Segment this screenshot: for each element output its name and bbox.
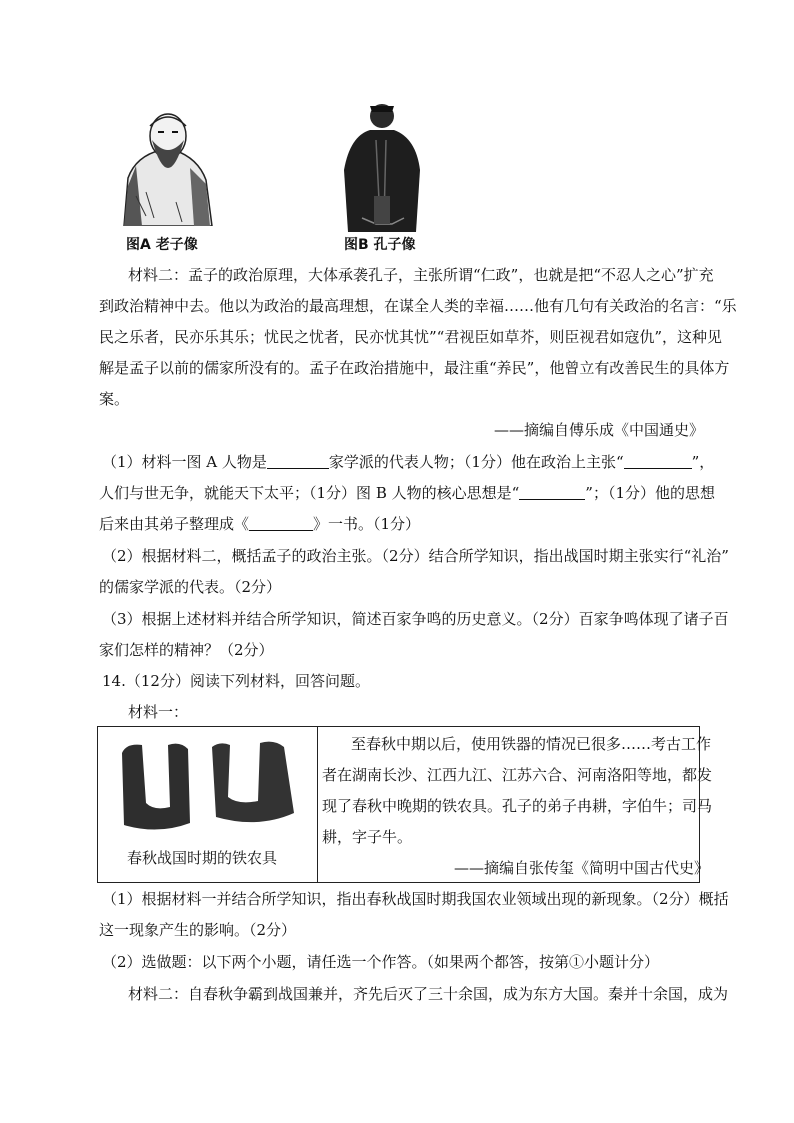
answer-blank-school[interactable]	[267, 453, 329, 469]
iron-farm-tools-image	[108, 733, 308, 837]
figure-a	[104, 106, 228, 256]
q13-2-line-1: （2）根据材料二，概括孟子的政治主张。（2分）结合所学知识，指出战国时期主张实行“礼治”	[102, 547, 729, 565]
q13-material2-line-1: 材料二：孟子的政治原理，大体承袭孔子，主张所谓“仁政”，也就是把“不忍人之心”扩充	[128, 266, 714, 284]
q13-material2-line-4: 解是孟子以前的儒家所没有的。孟子在政治措施中，最注重“养民”，他曾立有改善民生的具体方	[99, 359, 730, 377]
answer-blank-book[interactable]	[249, 515, 313, 531]
confucius-portrait-image	[336, 100, 426, 232]
q13-1-text-a: （1）材料一图 A 人物是	[102, 453, 267, 471]
figure-b-caption: 图B 孔子像	[344, 237, 416, 253]
figure-a-caption: 图A 老子像	[126, 237, 198, 253]
q14-2-line: （2）选做题：以下两个小题，请任选一个作答。（如果两个都答，按第①小题计分）	[102, 953, 660, 971]
q13-3-line-1: （3）根据上述材料并结合所学知识，简述百家争鸣的历史意义。（2分）百家争鸣体现了诸子百	[102, 610, 729, 628]
material1-text-line-3: 现了春秋中晚期的铁农具。孔子的弟子冉耕，字伯牛；司马	[322, 797, 713, 815]
q13-1-line-1	[102, 452, 714, 472]
q13-1-text-b: 家学派的代表人物；（1分）他在政治上主张“	[328, 453, 624, 471]
material1-image-cell	[98, 727, 318, 883]
material1-text-line-2: 者在湖南长沙、江西九江、江苏六合、河南洛阳等地，都发	[322, 766, 713, 784]
q14-1-line-1: （1）根据材料一并结合所学知识，指出春秋战国时期我国农业领域出现的新现象。（2分）概括	[102, 890, 729, 908]
material1-text-cell	[318, 727, 713, 883]
answer-blank-core-idea[interactable]	[519, 484, 585, 500]
q14-1-line-2: 这一现象产生的影响。（2分）	[99, 921, 297, 939]
q13-1-text-d: 人们与世无争，就能天下太平；（1分）图 B 人物的核心思想是“	[99, 484, 520, 502]
material1-source: ——摘编自张传玺《简明中国古代史》	[454, 859, 710, 877]
q13-3-line-2: 家们怎样的精神？（2分）	[99, 641, 274, 659]
q14-material2-line: 材料二：自春秋争霸到战国兼并，齐先后灭了三十余国，成为东方大国。秦并十余国，成为	[128, 985, 729, 1003]
q13-1-text-c: ”，	[691, 453, 715, 471]
q13-1-text-g: 》一书。（1分）	[313, 515, 421, 533]
q13-2-line-2: 的儒家学派的代表。（2分）	[99, 578, 282, 596]
material1-text-line-4: 耕，字子牛。	[322, 828, 413, 846]
q13-material2-line-2: 到政治精神中去。他以为政治的最高理想，在谋全人类的幸福……他有几句有关政治的名言：“乐	[99, 297, 737, 315]
portrait-figures	[100, 100, 440, 260]
laozi-portrait-image	[106, 106, 226, 226]
iron-tools-caption: 春秋战国时期的铁农具	[127, 849, 278, 867]
q13-1-text-f: 后来由其弟子整理成《	[99, 515, 250, 533]
q13-1-line-3	[99, 514, 420, 534]
q13-material2-line-5: 案。	[99, 390, 130, 408]
q13-material2-line-3: 民之乐者，民亦乐其乐；忧民之忧者，民亦忧其忧”“君视臣如草芥，则臣视君如寇仇”，这种见	[99, 328, 723, 346]
q14-title: 14.（12分）阅读下列材料，回答问题。	[102, 672, 370, 690]
q13-1-text-e: ”；（1分）他的思想	[585, 484, 715, 502]
q13-material2-source: ——摘编自傅乐成《中国通史》	[494, 421, 705, 439]
figure-b	[336, 100, 446, 256]
material1-text-line-1: 至春秋中期以后，使用铁器的情况已很多……考古工作	[351, 735, 712, 753]
q13-1-line-2	[99, 483, 715, 503]
answer-blank-policy[interactable]	[624, 453, 692, 469]
material1-table	[97, 726, 713, 883]
q14-material1-label: 材料一：	[128, 703, 189, 721]
